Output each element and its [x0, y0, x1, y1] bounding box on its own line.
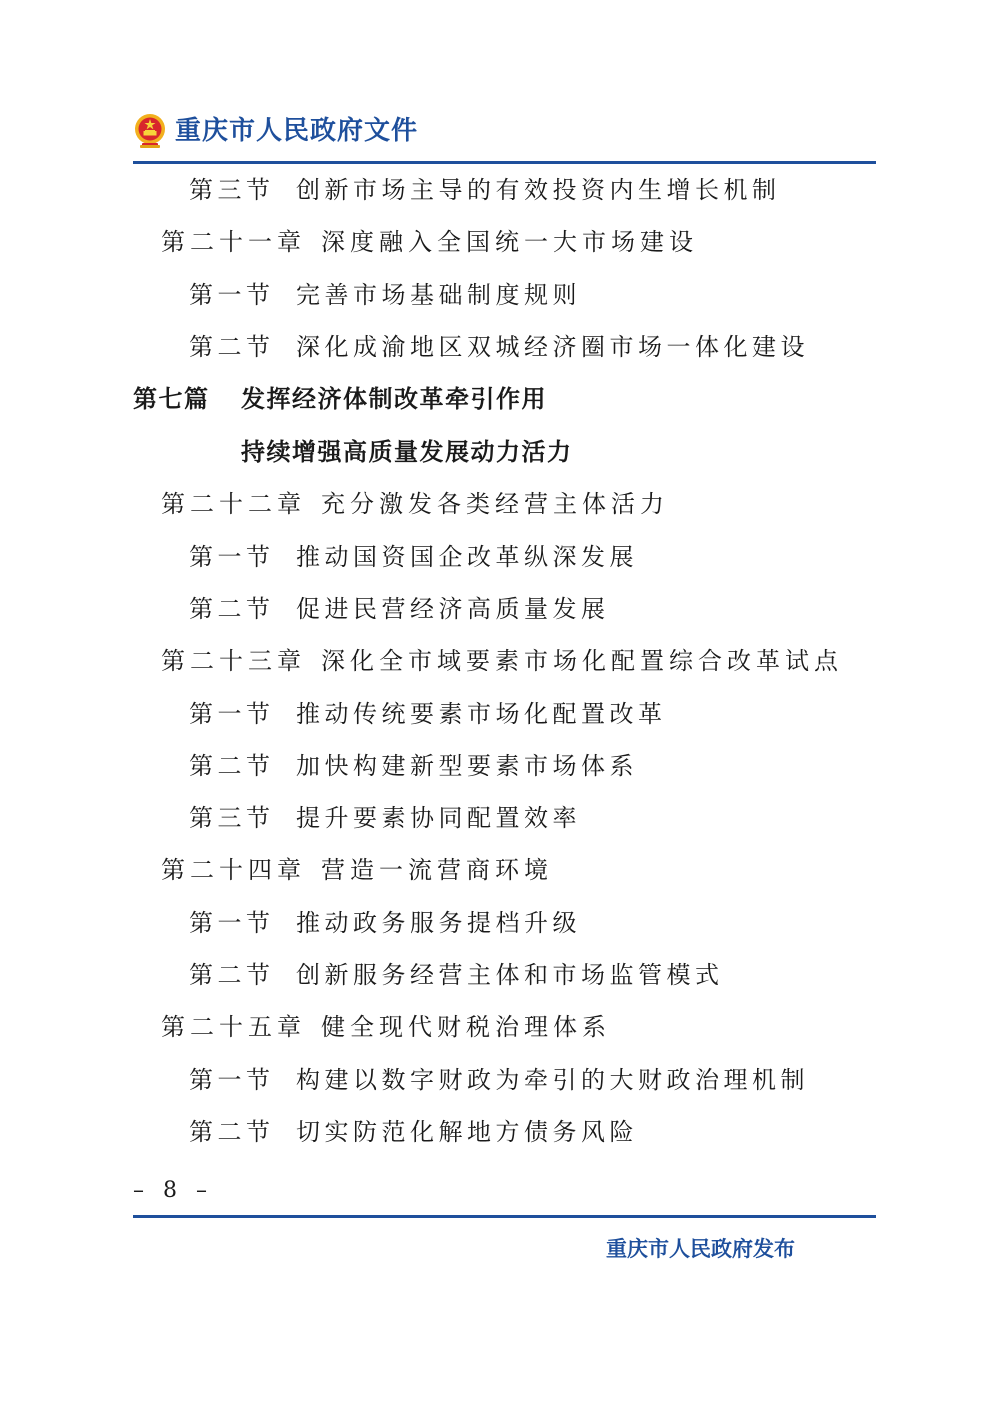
toc-section	[189, 1117, 638, 1147]
part-title: 发挥经济体制改革牵引作用	[241, 385, 547, 413]
toc-section	[189, 1065, 809, 1095]
section-number: 第二节	[189, 1118, 275, 1146]
section-title: 深化成渝地区双城经济圈市场一体化建设	[296, 333, 809, 361]
chapter-title: 营造一流营商环境	[321, 856, 553, 884]
part-title-line-2: 持续增强高质量发展动力活力	[241, 438, 573, 466]
toc-section	[189, 542, 638, 572]
toc-section	[189, 594, 610, 624]
section-number: 第二节	[189, 752, 275, 780]
chapter-number: 第二十四章	[161, 856, 306, 884]
chapter-title: 深度融入全国统一大市场建设	[321, 228, 698, 256]
page-number: – 8 –	[133, 1178, 213, 1203]
toc-section	[189, 751, 638, 781]
section-title: 推动传统要素市场化配置改革	[296, 700, 667, 728]
section-title: 推动国资国企改革纵深发展	[296, 543, 638, 571]
toc-section	[189, 332, 809, 362]
chapter-number: 第二十二章	[161, 490, 306, 518]
section-number: 第一节	[189, 281, 275, 309]
chapter-number: 第二十一章	[161, 228, 306, 256]
section-number: 第三节	[189, 804, 275, 832]
toc-part-title-continued	[241, 437, 573, 467]
section-number: 第三节	[189, 176, 275, 204]
section-title: 提升要素协同配置效率	[296, 804, 581, 832]
toc-chapter	[161, 1012, 611, 1042]
toc-section	[189, 908, 581, 938]
section-title: 加快构建新型要素市场体系	[296, 752, 638, 780]
toc-chapter	[161, 227, 698, 257]
toc-section	[189, 175, 781, 205]
section-title: 创新市场主导的有效投资内生增长机制	[296, 176, 781, 204]
toc-section	[189, 699, 667, 729]
section-number: 第一节	[189, 700, 275, 728]
toc-section	[189, 960, 724, 990]
section-title: 创新服务经营主体和市场监管模式	[296, 961, 724, 989]
footer-rule	[133, 1215, 876, 1218]
section-number: 第二节	[189, 333, 275, 361]
section-number: 第一节	[189, 909, 275, 937]
section-number: 第二节	[189, 961, 275, 989]
chapter-title: 深化全市域要素市场化配置综合改革试点	[321, 647, 843, 675]
section-title: 构建以数字财政为牵引的大财政治理机制	[296, 1066, 809, 1094]
toc-section	[189, 280, 581, 310]
toc-part	[133, 384, 547, 414]
section-title: 推动政务服务提档升级	[296, 909, 581, 937]
toc-chapter	[161, 646, 843, 676]
section-number: 第一节	[189, 543, 275, 571]
toc-chapter	[161, 855, 553, 885]
section-title: 完善市场基础制度规则	[296, 281, 581, 309]
part-number: 第七篇	[133, 385, 210, 413]
chapter-number: 第二十三章	[161, 647, 306, 675]
section-title: 促进民营经济高质量发展	[296, 595, 610, 623]
section-number: 第一节	[189, 1066, 275, 1094]
footer-publisher: 重庆市人民政府发布	[606, 1237, 795, 1261]
toc-chapter	[161, 489, 669, 519]
header-title: 重庆市人民政府文件	[175, 116, 419, 146]
chapter-title: 健全现代财税治理体系	[321, 1013, 611, 1041]
section-title: 切实防范化解地方债务风险	[296, 1118, 638, 1146]
chapter-title: 充分激发各类经营主体活力	[321, 490, 669, 518]
section-number: 第二节	[189, 595, 275, 623]
toc-section	[189, 803, 581, 833]
chapter-number: 第二十五章	[161, 1013, 306, 1041]
